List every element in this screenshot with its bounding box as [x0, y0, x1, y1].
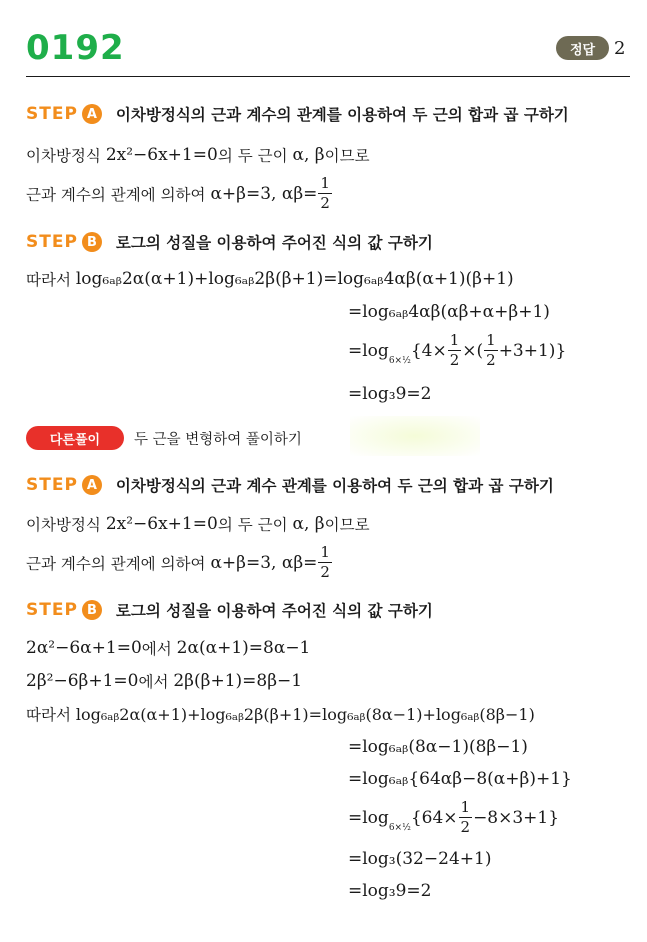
log-base: 6×½ [388, 356, 411, 366]
math: log₆ₐᵦ2α(α+1)+log₆ₐᵦ2β(β+1)=log₆ₐᵦ4αβ(α+1)(β+1) [75, 269, 514, 289]
log-line-3 [348, 333, 566, 368]
math: 2α²−6α+1=0 [26, 638, 142, 658]
math: α, β [292, 145, 325, 165]
step-b-heading [26, 599, 433, 621]
math: =log₆ₐᵦ4αβ(αβ+α+β+1) [348, 302, 550, 322]
step-a-heading [26, 474, 554, 496]
alt-solution-badge: 다른풀이 [26, 426, 124, 450]
math: {64× [410, 807, 458, 828]
math: 2α(α+1)=8α−1 [176, 638, 311, 658]
denominator: 2 [460, 818, 471, 836]
text: 의 두 근이 [217, 147, 288, 165]
text: 이차방정식 [26, 147, 101, 165]
numerator: 1 [486, 331, 496, 349]
math: 2x²−6x+1=0 [105, 514, 218, 534]
numerator: 1 [320, 174, 330, 192]
text: 따라서 [26, 271, 71, 289]
log-line-5 [348, 849, 491, 869]
step-label: STEP [26, 104, 78, 124]
beta-equation-line [26, 670, 302, 692]
denominator: 2 [320, 194, 330, 212]
log-line-4 [348, 800, 559, 835]
log-line-4 [348, 384, 432, 404]
math: ×( [462, 340, 484, 361]
step-title: 이차방정식의 근과 계수 관계를 이용하여 두 근의 합과 곱 구하기 [115, 477, 554, 495]
denominator: 2 [486, 351, 496, 369]
equation-intro-line [26, 144, 370, 166]
alpha-equation-line [26, 637, 310, 659]
step-label: STEP [26, 232, 78, 252]
log-line-6 [348, 881, 432, 901]
step-a-circle: A [82, 475, 102, 495]
log-line-1 [26, 268, 514, 290]
fraction [318, 176, 332, 211]
equation-intro-line [26, 513, 370, 535]
text: 의 두 근이 [217, 516, 288, 534]
math: −8×3+1} [473, 807, 560, 828]
log-line-2 [348, 737, 528, 757]
log-base: 6×½ [388, 823, 411, 833]
text: 따라서 [26, 706, 71, 724]
log-line-2 [348, 302, 550, 322]
text: 근과 계수의 관계에 의하여 [26, 185, 206, 204]
problem-number: 0192 [26, 28, 125, 68]
log-line-1 [26, 703, 535, 725]
vieta-line [26, 545, 333, 580]
math: 2β(β+1)=8β−1 [173, 671, 303, 691]
math: =log₃(32−24+1) [348, 849, 492, 869]
step-title: 로그의 성질을 이용하여 주어진 식의 값 구하기 [115, 602, 433, 620]
step-b-circle: B [82, 600, 102, 620]
numerator: 1 [460, 798, 471, 816]
answer-value: 2 [614, 38, 626, 59]
numerator: 1 [449, 331, 460, 349]
fraction [459, 800, 473, 835]
step-label: STEP [26, 600, 78, 620]
math: α, β [292, 514, 325, 534]
numerator: 1 [320, 543, 330, 561]
math: 2x²−6x+1=0 [105, 145, 218, 165]
fraction [448, 333, 462, 368]
step-title: 로그의 성질을 이용하여 주어진 식의 값 구하기 [115, 234, 433, 252]
math: 2β²−6β+1=0 [26, 671, 139, 691]
text: 이므로 [324, 516, 370, 534]
math: α+β=3, αβ= [210, 183, 318, 204]
text: 에서 [138, 673, 169, 691]
fraction [318, 545, 332, 580]
math: =log₃9=2 [348, 384, 432, 404]
math: =log [348, 807, 389, 828]
math: log₆ₐᵦ2α(α+1)+log₆ₐᵦ2β(β+1)=log₆ₐᵦ(8α−1)+log₆ₐᵦ(8β−1) [75, 704, 535, 724]
text: 에서 [141, 640, 172, 658]
highlight-glow [350, 416, 480, 456]
vieta-line [26, 176, 333, 211]
step-b-heading [26, 231, 433, 253]
step-label: STEP [26, 475, 78, 495]
step-a-circle: A [82, 104, 102, 124]
math: =log₃9=2 [348, 881, 432, 901]
step-b-circle: B [82, 232, 102, 252]
math: =log₆ₐᵦ(8α−1)(8β−1) [348, 737, 528, 757]
header-divider [26, 76, 630, 77]
answer-badge: 정답 [556, 36, 609, 60]
step-title: 이차방정식의 근과 계수의 관계를 이용하여 두 근의 합과 곱 구하기 [115, 106, 569, 124]
fraction [484, 333, 498, 368]
math: {4× [410, 340, 447, 361]
math: α+β=3, αβ= [210, 552, 318, 573]
alt-solution-title: 두 근을 변형하여 풀이하기 [134, 432, 302, 448]
math: =log₆ₐᵦ{64αβ−8(α+β)+1} [348, 769, 572, 789]
math: +3+1)} [498, 340, 567, 361]
denominator: 2 [449, 351, 460, 369]
text: 이므로 [324, 147, 370, 165]
denominator: 2 [320, 563, 330, 581]
text: 이차방정식 [26, 516, 101, 534]
log-line-3 [348, 769, 572, 789]
math: =log [348, 340, 389, 361]
text: 근과 계수의 관계에 의하여 [26, 554, 206, 573]
step-a-heading [26, 103, 569, 125]
